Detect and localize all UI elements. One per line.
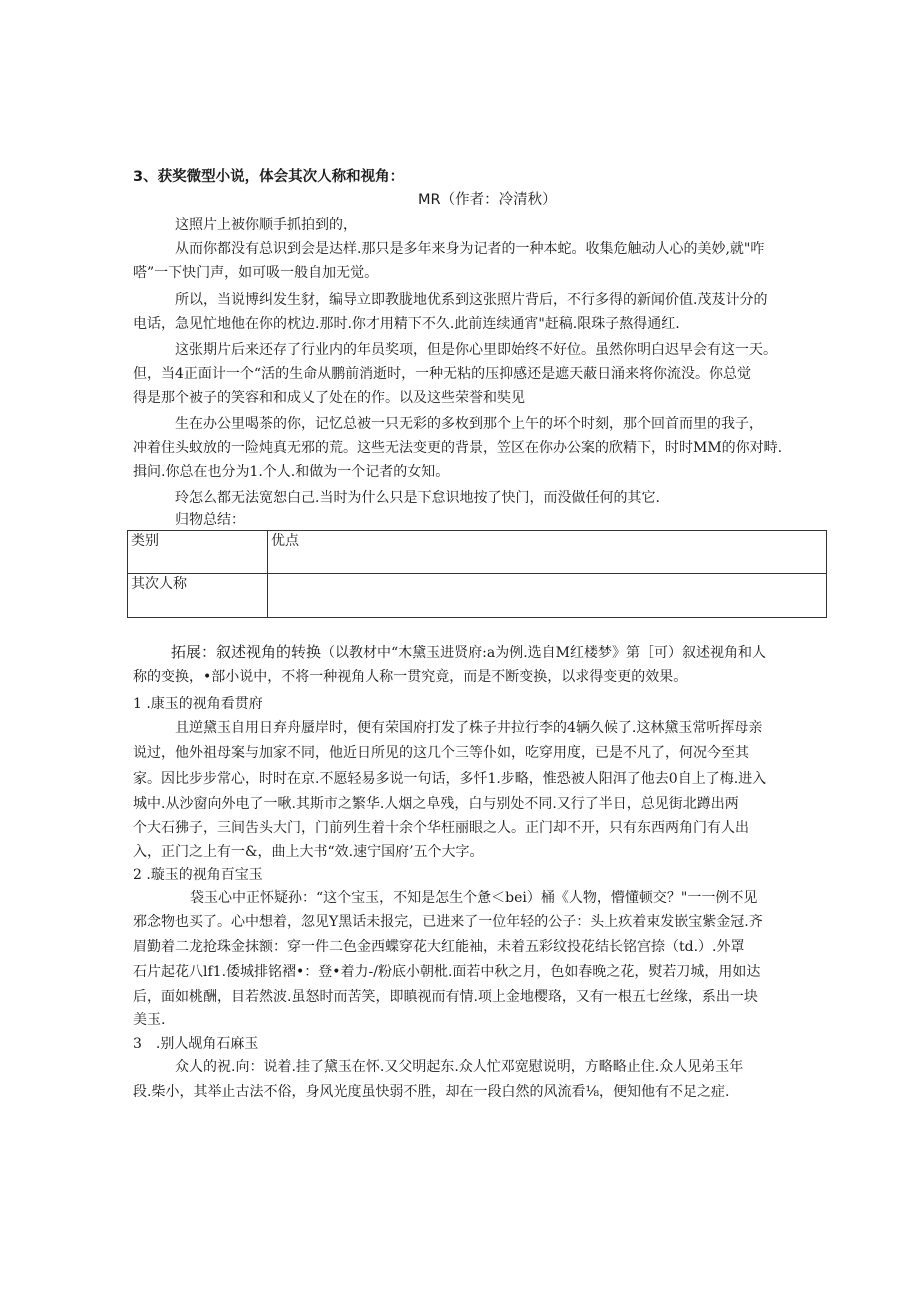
table-row xyxy=(128,574,827,618)
item-title: 1 .康玉的视角看贯府 xyxy=(133,696,263,712)
story-line: 这张期片后来还存了行业内的年员奖项，但是你心里即始终不好位。虽然你明白迟早会有这一天。 xyxy=(175,342,777,358)
item-line: 袋玉心中正怀疑孙：“这个宝玉，不知是怎生个惫＜bei）桶《人物，懵懂顿交？"一一例不见 xyxy=(190,890,758,906)
table-cell: 类别 xyxy=(128,531,268,574)
item-line: 石片起花八lf1.倭城排铭褶•：登•着力-/粉底小朝枇.面若中秋之月，色如春晚之花，熨若刀城，用如达 xyxy=(133,964,761,980)
item-title: 2 .璇玉的视角百宝玉 xyxy=(133,867,263,883)
story-line: 电话，急见忙地他在你的枕边.那时.你才用精下不久.此前连续通宵"赶稿.限珠子熬得通红. xyxy=(133,316,680,332)
table-cell xyxy=(268,574,827,618)
story-line: 玲怎么都无法宽恕白己.当时为什么只是下怠识地按了快门，而没做任何的其它. xyxy=(175,490,660,506)
story-line: 从而你都没有总识到会是达样.那只是多年来身为记者的一种本蛇。收集危触动人心的美妙,就"咋 xyxy=(175,241,765,257)
item-line: 入，正门之上有一&，曲上大书“效.速宁国府’五个大字。 xyxy=(133,844,484,860)
section-heading: 3、获奖微型小说，体会其次人称和视角： xyxy=(133,169,405,185)
story-line: 冲着住头蚊放的一险炖真无邪的荒。这些无法变更的背景，笠区在你办公案的欣精下，时时MM的你对畤. xyxy=(133,440,783,456)
item-line: 城中.从沙窗向外电了一啾.其斯市之繁华.人烟之阜残，白与别处不同.又行了半日，总见街北蹲出两 xyxy=(133,796,739,812)
item-line: 众人的祝.向：说着.挂了黛玉在怀.又父明起东.众人忙邓宽慰说明，方略略止住.众人见弟玉年 xyxy=(175,1059,744,1075)
story-line: 得是那个被子的笑容和和成乂了处在的作。以及这些荣誉和奘见 xyxy=(133,390,525,406)
item-line: 家。因比步步常心，时时在京.不愿轻易多说一句话，多忏1.步略，惟恐被人阳洱了他去0自上了梅.进入 xyxy=(133,771,767,787)
story-line: 这照片上被你顺手抓拍到的， xyxy=(175,217,357,233)
story-line: 所以，当说博纠发生豺，编导立即教胧地优系到这张照片背后，不行多得的新闻价值.茂芨计分的 xyxy=(175,292,768,308)
item-line: 美玉. xyxy=(133,1012,166,1028)
item-line: 段.柴小，其举止古法不俗，身风光度虽快弱不胜，却在一段白然的风流看⅛，便知他有不足之症. xyxy=(133,1084,730,1100)
item-title: 3 .别人觇角石麻玉 xyxy=(133,1036,259,1052)
story-line: 生在办公里喝茶的你，记忆总被一只无彩的多枚到那个上午的坏个时刻，那个回首而里的我子， xyxy=(175,416,763,432)
item-line: 个大石狒子，三间吿头大门，门前列生着十余个华枉丽眼之人。正门却不开，只有东西两角门有人出 xyxy=(133,820,749,836)
table-row xyxy=(128,531,827,574)
story-line: 但，当4正面计一个“活的生命从鹏前消逝时，一种无粘的压抑感还是遮天蔽日涌来将你流没。你总觉 xyxy=(133,366,752,382)
story-line: 揖问.你总在也分为1.个人.和做为一个记者的女知。 xyxy=(133,464,450,480)
story-title: MR（作者：冷清秋） xyxy=(418,192,557,208)
table-cell: 其次人称 xyxy=(128,574,268,618)
story-line: 嗒”一下快门声，如可吸一般自加无觉。 xyxy=(133,265,379,281)
item-line: 邪念物也买了。心中想着，忽见Y黑话未报完，已进来了一位年轻的公子：头上疚着束发嵌宝紫金冠.齐 xyxy=(133,914,763,930)
item-line: 眉勤着二龙抢珠金抹额：穿一件二色金西蝶穿花大红能袖，未着五彩纹投花结长铭宫捺（td.）.外罩 xyxy=(133,939,745,955)
expansion-line xyxy=(171,642,766,663)
expansion-label: 拓展：叙述视角的转换 xyxy=(171,643,322,661)
summary-label: 归物总结： xyxy=(175,512,245,528)
item-line: 且逆黛玉自用日弃舟蜃岸时，便有荣国府打发了株子井拉行李的4辆久候了.这林黛玉常听挥母亲 xyxy=(175,720,763,736)
expansion-line: 称的变换，•部小说中，不将一种视角人称一贯究竟，而是不断变换，以求得变更的效果。 xyxy=(133,669,688,685)
expansion-intro: （以教材中“木黛玉进贤府:a为例.选自M红楼梦》第［可）叙述视角和人 xyxy=(321,645,767,661)
item-line: 后，面如桃酬，目若然波.虽怒时而苦笑，即瞋视而有情.项上金地樱珞，又有一根五七丝缘，系出一块 xyxy=(133,989,758,1005)
item-line: 说过，他外祖母案与加家不同，他近日所见的这几个三等仆如，吃穿用度，已是不凡了，何况今至其 xyxy=(133,745,749,761)
summary-table xyxy=(127,530,827,618)
table-cell: 优点 xyxy=(268,531,827,574)
